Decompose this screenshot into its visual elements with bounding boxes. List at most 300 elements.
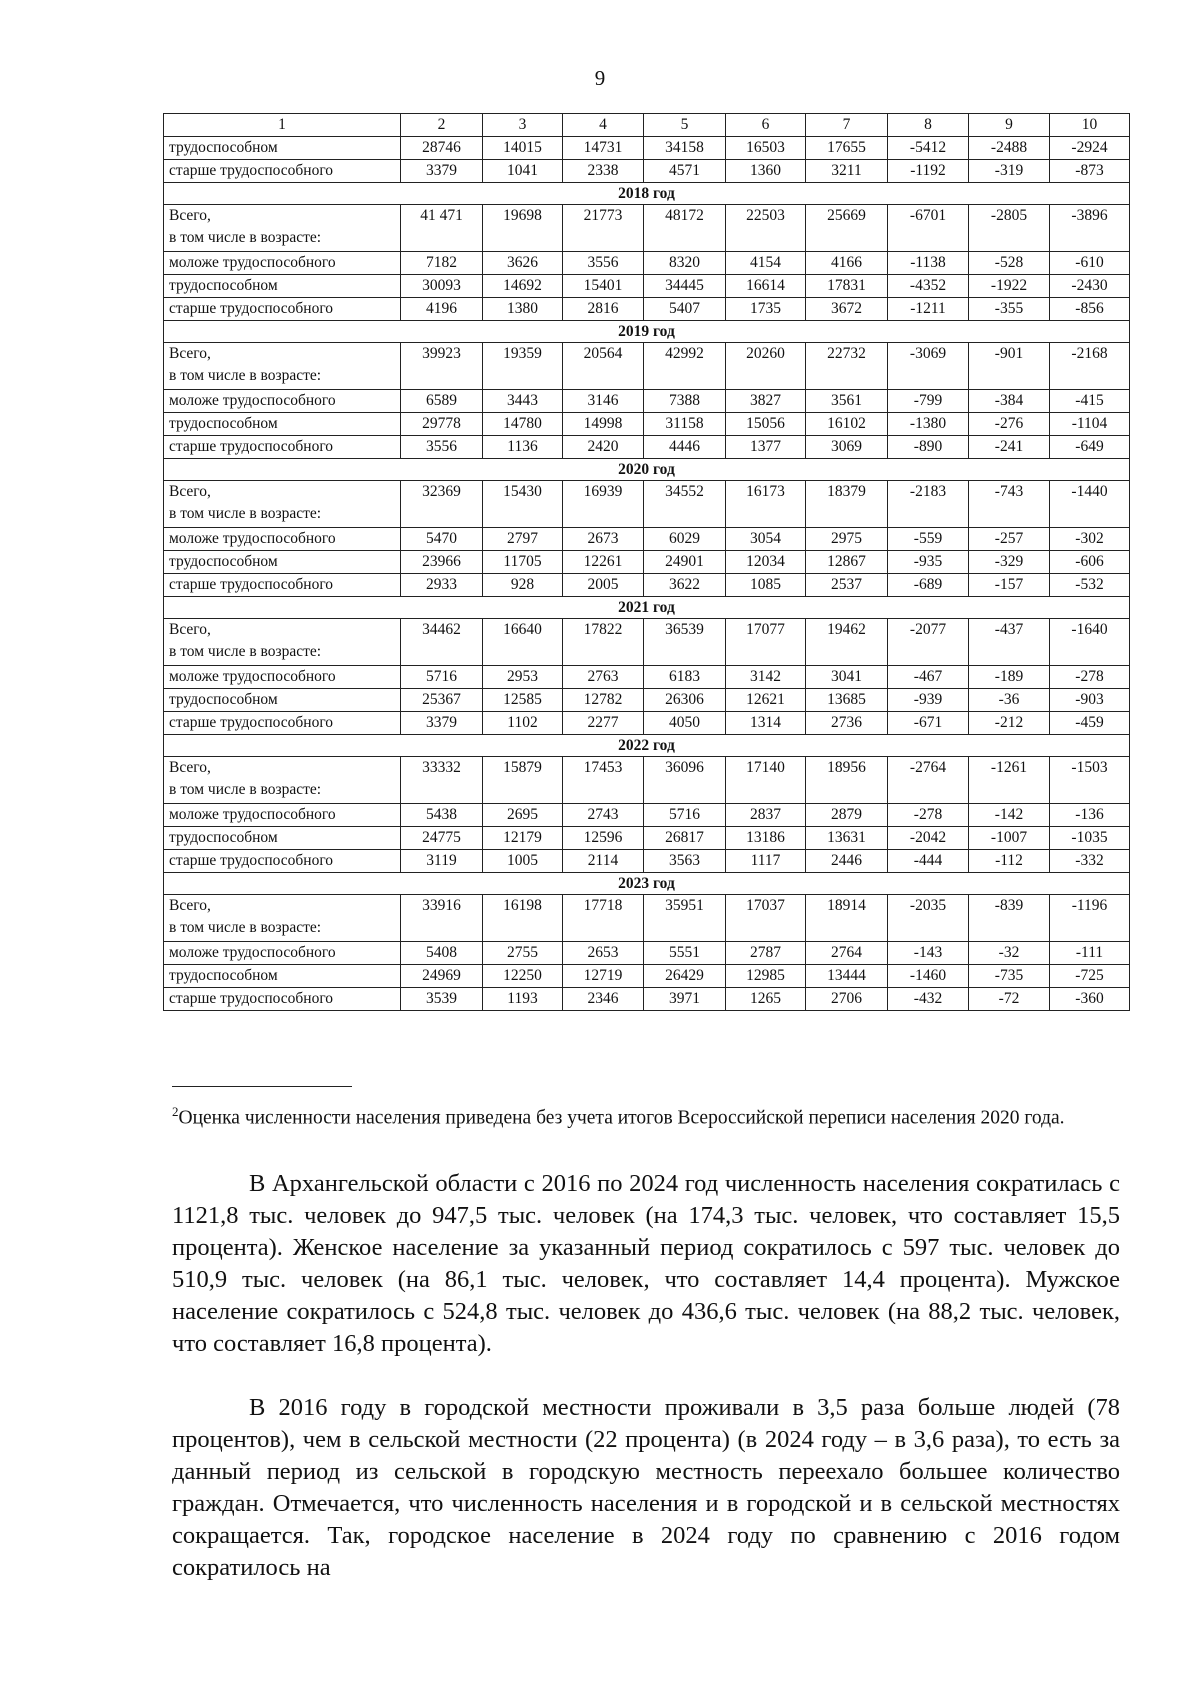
table-cell: 24969 [401, 965, 483, 988]
table-cell: 18914 [806, 895, 888, 942]
table-cell: 7388 [644, 390, 726, 413]
year-heading: 2023 год [164, 873, 1130, 895]
table-cell: 2446 [806, 850, 888, 873]
table-cell: 2879 [806, 804, 888, 827]
table-cell: 34158 [644, 137, 726, 160]
table-row [164, 712, 1130, 735]
total-label-line2: в том числе в возрасте: [169, 919, 322, 936]
total-label-line1: Всего, [169, 621, 211, 638]
table-cell: 31158 [644, 413, 726, 436]
total-label-line2: в том числе в возрасте: [169, 643, 322, 660]
table-cell: -4352 [888, 275, 969, 298]
column-number: 5 [644, 114, 726, 137]
table-cell: -1138 [888, 252, 969, 275]
table-cell: 16640 [483, 619, 563, 666]
row-label: моложе трудоспособного [164, 666, 401, 689]
table-cell: 3556 [401, 436, 483, 459]
table-row [164, 850, 1130, 873]
total-label-line2: в том числе в возрасте: [169, 367, 322, 384]
table-cell: -559 [888, 528, 969, 551]
table-cell: 12034 [726, 551, 806, 574]
year-heading-row [164, 873, 1130, 895]
table-cell: -2168 [1050, 343, 1130, 390]
table-cell: 35951 [644, 895, 726, 942]
table-cell: -528 [969, 252, 1050, 275]
table-cell: 12179 [483, 827, 563, 850]
table-cell: 39923 [401, 343, 483, 390]
table-cell: -257 [969, 528, 1050, 551]
table-cell: 12985 [726, 965, 806, 988]
table-cell: 3672 [806, 298, 888, 321]
table-cell: 41 471 [401, 205, 483, 252]
table-cell: 12585 [483, 689, 563, 712]
table-cell: -939 [888, 689, 969, 712]
table-row [164, 528, 1130, 551]
table-row [164, 551, 1130, 574]
year-heading: 2018 год [164, 183, 1130, 205]
total-row [164, 343, 1130, 390]
column-number: 2 [401, 114, 483, 137]
table-cell: 1193 [483, 988, 563, 1011]
table-cell: 16939 [563, 481, 644, 528]
table-cell: 20564 [563, 343, 644, 390]
table-cell: 7182 [401, 252, 483, 275]
table-cell: -432 [888, 988, 969, 1011]
table-cell: 12719 [563, 965, 644, 988]
row-label: моложе трудоспособного [164, 804, 401, 827]
table-cell: 1735 [726, 298, 806, 321]
table-cell: 18956 [806, 757, 888, 804]
table-cell: -212 [969, 712, 1050, 735]
table-cell: -276 [969, 413, 1050, 436]
table-row [164, 436, 1130, 459]
table-cell: 24901 [644, 551, 726, 574]
row-label: старше трудоспособного [164, 436, 401, 459]
table-cell: -1261 [969, 757, 1050, 804]
table-cell: 18379 [806, 481, 888, 528]
table-cell: 5716 [644, 804, 726, 827]
table-cell: 16614 [726, 275, 806, 298]
table-cell: -467 [888, 666, 969, 689]
table-cell: 17655 [806, 137, 888, 160]
table-cell: -725 [1050, 965, 1130, 988]
table-cell: -2488 [969, 137, 1050, 160]
column-number: 4 [563, 114, 644, 137]
table-cell: 14731 [563, 137, 644, 160]
table-cell: 12596 [563, 827, 644, 850]
row-label: старше трудоспособного [164, 160, 401, 183]
row-label: моложе трудоспособного [164, 942, 401, 965]
column-number: 1 [164, 114, 401, 137]
table-cell: -5412 [888, 137, 969, 160]
year-heading: 2022 год [164, 735, 1130, 757]
table-cell: 19698 [483, 205, 563, 252]
table-row [164, 942, 1130, 965]
table-cell: 13186 [726, 827, 806, 850]
table-cell: -856 [1050, 298, 1130, 321]
table-cell: 34552 [644, 481, 726, 528]
table-cell: -6701 [888, 205, 969, 252]
table-row [164, 137, 1130, 160]
table-cell: 2743 [563, 804, 644, 827]
table-cell: 25669 [806, 205, 888, 252]
row-label: старше трудоспособного [164, 850, 401, 873]
table-cell: -143 [888, 942, 969, 965]
table-cell: -278 [888, 804, 969, 827]
table-cell: -1503 [1050, 757, 1130, 804]
year-heading-row [164, 459, 1130, 481]
table-cell: 1136 [483, 436, 563, 459]
table-cell: 4446 [644, 436, 726, 459]
table-cell: -157 [969, 574, 1050, 597]
table-cell: -319 [969, 160, 1050, 183]
table-cell: -1007 [969, 827, 1050, 850]
footnote-text: Оценка численности населения приведена без учета итогов Всероссийской переписи населения 2020 года. [178, 1107, 1065, 1129]
year-heading: 2020 год [164, 459, 1130, 481]
table-cell: 5438 [401, 804, 483, 827]
table-cell: -1211 [888, 298, 969, 321]
row-label: старше трудоспособного [164, 298, 401, 321]
column-number: 10 [1050, 114, 1130, 137]
table-cell: 4050 [644, 712, 726, 735]
table-cell: 12250 [483, 965, 563, 988]
total-row [164, 895, 1130, 942]
table-cell: 12621 [726, 689, 806, 712]
table-cell: 5407 [644, 298, 726, 321]
table-cell: 2763 [563, 666, 644, 689]
table-cell: 19462 [806, 619, 888, 666]
table-cell: 26429 [644, 965, 726, 988]
table-cell: 3443 [483, 390, 563, 413]
table-cell: 3142 [726, 666, 806, 689]
row-label: трудоспособном [164, 551, 401, 574]
table-cell: -2924 [1050, 137, 1130, 160]
table-cell: 19359 [483, 343, 563, 390]
table-row [164, 689, 1130, 712]
table-cell: 3146 [563, 390, 644, 413]
table-cell: -610 [1050, 252, 1130, 275]
table-cell: 20260 [726, 343, 806, 390]
row-label: моложе трудоспособного [164, 252, 401, 275]
table-cell: -360 [1050, 988, 1130, 1011]
table-row [164, 827, 1130, 850]
row-label: трудоспособном [164, 413, 401, 436]
table-cell: 2114 [563, 850, 644, 873]
table-cell: 2346 [563, 988, 644, 1011]
table-cell: -142 [969, 804, 1050, 827]
table-cell: -743 [969, 481, 1050, 528]
table-cell: -1640 [1050, 619, 1130, 666]
table-cell: 1005 [483, 850, 563, 873]
column-number: 8 [888, 114, 969, 137]
table-cell: 5716 [401, 666, 483, 689]
table-cell: -2035 [888, 895, 969, 942]
row-label: старше трудоспособного [164, 988, 401, 1011]
table-cell: 3539 [401, 988, 483, 1011]
table-cell: 1377 [726, 436, 806, 459]
table-cell: -302 [1050, 528, 1130, 551]
table-cell: 928 [483, 574, 563, 597]
table-cell: 1102 [483, 712, 563, 735]
table-cell: 3054 [726, 528, 806, 551]
table-cell: 1085 [726, 574, 806, 597]
table-cell: -2042 [888, 827, 969, 850]
table-cell: 3211 [806, 160, 888, 183]
table-cell: -935 [888, 551, 969, 574]
table-row [164, 160, 1130, 183]
total-label-line2: в том числе в возрасте: [169, 229, 322, 246]
row-label: трудоспособном [164, 137, 401, 160]
table-cell: 25367 [401, 689, 483, 712]
table-cell: -1922 [969, 275, 1050, 298]
total-row-label [164, 619, 401, 666]
table-cell: 17037 [726, 895, 806, 942]
table-cell: 24775 [401, 827, 483, 850]
table-cell: -799 [888, 390, 969, 413]
column-number: 9 [969, 114, 1050, 137]
table-cell: 3563 [644, 850, 726, 873]
table-cell: 3626 [483, 252, 563, 275]
table-cell: -1380 [888, 413, 969, 436]
table-cell: 4196 [401, 298, 483, 321]
total-label-line1: Всего, [169, 483, 211, 500]
table-cell: 1041 [483, 160, 563, 183]
row-label: трудоспособном [164, 827, 401, 850]
row-label: трудоспособном [164, 965, 401, 988]
row-label: старше трудоспособного [164, 574, 401, 597]
table-cell: -415 [1050, 390, 1130, 413]
table-cell: 17453 [563, 757, 644, 804]
table-row [164, 252, 1130, 275]
table-cell: 3556 [563, 252, 644, 275]
table-cell: 13685 [806, 689, 888, 712]
table-cell: -241 [969, 436, 1050, 459]
table-cell: 2787 [726, 942, 806, 965]
table-cell: 42992 [644, 343, 726, 390]
table-cell: 1117 [726, 850, 806, 873]
table-header-row [164, 114, 1130, 137]
total-row [164, 205, 1130, 252]
total-label-line1: Всего, [169, 345, 211, 362]
total-row [164, 481, 1130, 528]
table-cell: 2975 [806, 528, 888, 551]
year-heading-row [164, 735, 1130, 757]
table-cell: -355 [969, 298, 1050, 321]
table-cell: -3896 [1050, 205, 1130, 252]
table-cell: 1380 [483, 298, 563, 321]
table-cell: 28746 [401, 137, 483, 160]
footnote-divider [172, 1086, 352, 1087]
table-cell: -189 [969, 666, 1050, 689]
table-cell: 12782 [563, 689, 644, 712]
table-cell: 16198 [483, 895, 563, 942]
table-cell: 11705 [483, 551, 563, 574]
table-cell: -72 [969, 988, 1050, 1011]
total-row-label [164, 481, 401, 528]
table-cell: -2183 [888, 481, 969, 528]
table-cell: 15056 [726, 413, 806, 436]
footnote [172, 1098, 1120, 1132]
table-cell: 2953 [483, 666, 563, 689]
total-row-label [164, 757, 401, 804]
table-cell: -606 [1050, 551, 1130, 574]
table-cell: -332 [1050, 850, 1130, 873]
table-row [164, 988, 1130, 1011]
table-cell: 17077 [726, 619, 806, 666]
row-label: моложе трудоспособного [164, 390, 401, 413]
total-row [164, 757, 1130, 804]
table-cell: 6029 [644, 528, 726, 551]
table-cell: 2816 [563, 298, 644, 321]
table-cell: 2420 [563, 436, 644, 459]
table-cell: -901 [969, 343, 1050, 390]
table-cell: 33332 [401, 757, 483, 804]
table-cell: -32 [969, 942, 1050, 965]
table-cell: 17831 [806, 275, 888, 298]
table-cell: 16102 [806, 413, 888, 436]
table-cell: 2277 [563, 712, 644, 735]
table-cell: 26817 [644, 827, 726, 850]
table-cell: 3622 [644, 574, 726, 597]
table-cell: 13444 [806, 965, 888, 988]
table-cell: 32369 [401, 481, 483, 528]
table-cell: 2695 [483, 804, 563, 827]
table-cell: 5551 [644, 942, 726, 965]
table-cell: 17822 [563, 619, 644, 666]
total-label-line1: Всего, [169, 207, 211, 224]
table-cell: -112 [969, 850, 1050, 873]
table-cell: -1440 [1050, 481, 1130, 528]
table-cell: 1265 [726, 988, 806, 1011]
table-row [164, 413, 1130, 436]
table-cell: 2338 [563, 160, 644, 183]
table-cell: 16173 [726, 481, 806, 528]
table-row [164, 298, 1130, 321]
table-cell: -2430 [1050, 275, 1130, 298]
year-heading: 2021 год [164, 597, 1130, 619]
table-cell: 2706 [806, 988, 888, 1011]
table-cell: 34445 [644, 275, 726, 298]
table-cell: 17140 [726, 757, 806, 804]
total-label-line1: Всего, [169, 759, 211, 776]
total-label-line1: Всего, [169, 897, 211, 914]
table-cell: -1035 [1050, 827, 1130, 850]
table-cell: 3379 [401, 712, 483, 735]
table-cell: 4166 [806, 252, 888, 275]
total-row [164, 619, 1130, 666]
year-heading-row [164, 597, 1130, 619]
table-cell: -532 [1050, 574, 1130, 597]
table-cell: 26306 [644, 689, 726, 712]
table-cell: -890 [888, 436, 969, 459]
table-cell: 15401 [563, 275, 644, 298]
table-cell: -459 [1050, 712, 1130, 735]
table-cell: 2933 [401, 574, 483, 597]
table-cell: -3069 [888, 343, 969, 390]
population-table [163, 113, 1130, 1011]
table-row [164, 390, 1130, 413]
table-cell: -1196 [1050, 895, 1130, 942]
table-cell: -437 [969, 619, 1050, 666]
table-cell: 8320 [644, 252, 726, 275]
table-cell: -2805 [969, 205, 1050, 252]
table-cell: 12261 [563, 551, 644, 574]
table-cell: -735 [969, 965, 1050, 988]
table-cell: 22503 [726, 205, 806, 252]
table-row [164, 574, 1130, 597]
table-cell: 6589 [401, 390, 483, 413]
table-cell: 6183 [644, 666, 726, 689]
table-cell: 33916 [401, 895, 483, 942]
table-cell: 2005 [563, 574, 644, 597]
total-label-line2: в том числе в возрасте: [169, 781, 322, 798]
table-cell: -2077 [888, 619, 969, 666]
table-cell: 3069 [806, 436, 888, 459]
table-row [164, 666, 1130, 689]
table-cell: -873 [1050, 160, 1130, 183]
table-cell: 5408 [401, 942, 483, 965]
row-label: старше трудоспособного [164, 712, 401, 735]
table-cell: 2537 [806, 574, 888, 597]
table-cell: 23966 [401, 551, 483, 574]
column-number: 3 [483, 114, 563, 137]
table-cell: -329 [969, 551, 1050, 574]
table-cell: 3379 [401, 160, 483, 183]
table-cell: 3971 [644, 988, 726, 1011]
table-cell: -278 [1050, 666, 1130, 689]
table-cell: 14015 [483, 137, 563, 160]
total-row-label [164, 895, 401, 942]
column-number: 7 [806, 114, 888, 137]
column-number: 6 [726, 114, 806, 137]
table-cell: 21773 [563, 205, 644, 252]
table-cell: 12867 [806, 551, 888, 574]
table-cell: 14998 [563, 413, 644, 436]
table-cell: -649 [1050, 436, 1130, 459]
table-row [164, 275, 1130, 298]
year-heading-row [164, 321, 1130, 343]
table-cell: 5470 [401, 528, 483, 551]
table-cell: 13631 [806, 827, 888, 850]
table-cell: 2736 [806, 712, 888, 735]
total-row-label [164, 343, 401, 390]
table-cell: -1460 [888, 965, 969, 988]
table-cell: 3827 [726, 390, 806, 413]
table-cell: 14692 [483, 275, 563, 298]
table-cell: -1192 [888, 160, 969, 183]
table-cell: -36 [969, 689, 1050, 712]
table-cell: 2653 [563, 942, 644, 965]
table-cell: -444 [888, 850, 969, 873]
table-cell: 4154 [726, 252, 806, 275]
table-cell: -839 [969, 895, 1050, 942]
table-row [164, 965, 1130, 988]
table-cell: 4571 [644, 160, 726, 183]
table-cell: 3119 [401, 850, 483, 873]
table-cell: 29778 [401, 413, 483, 436]
table-cell: 15879 [483, 757, 563, 804]
table-cell: 34462 [401, 619, 483, 666]
table-cell: 2673 [563, 528, 644, 551]
table-cell: 2755 [483, 942, 563, 965]
table-cell: 2797 [483, 528, 563, 551]
table-cell: 22732 [806, 343, 888, 390]
table-cell: 3041 [806, 666, 888, 689]
table-row [164, 804, 1130, 827]
table-cell: -2764 [888, 757, 969, 804]
table-cell: 30093 [401, 275, 483, 298]
table-cell: 17718 [563, 895, 644, 942]
